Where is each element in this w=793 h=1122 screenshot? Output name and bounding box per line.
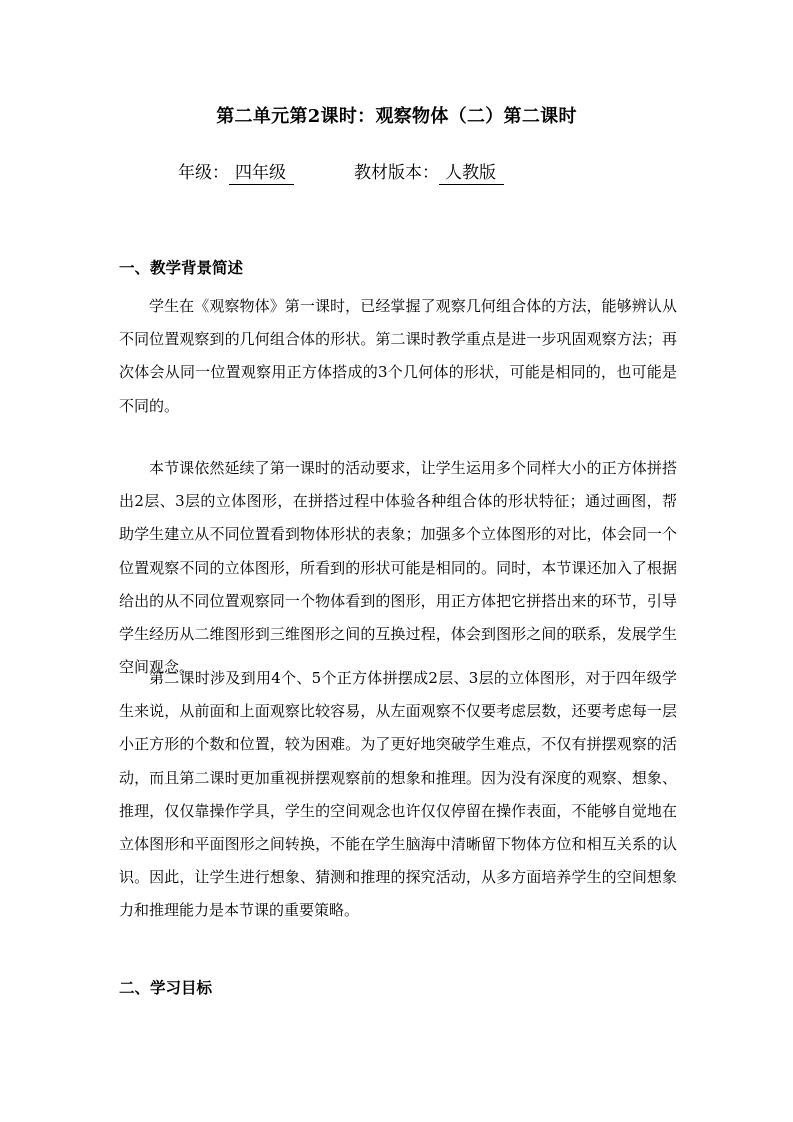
paragraph-3: 第二课时涉及到用4个、5个正方体拼摆成2层、3层的立体图形，对于四年级学生来说，从前面和上面观察比较容易，从左面观察不仅要考虑层数，还要考虑每一层小正方形的个数和位置，较为困难。为了更好地突破学生难点，不仅有拼摆观察的活动，而且第二课时更加重视拼摆观察前的想象和推理。因为没有深度的观察、想象、推理，仅仅靠操作学具，学生的空间观念也许仅仅停留在操作表面，不能够自觉地在立体图形和平面图形之间转换，不能在学生脑海中清晰留下物体方位和相互关系的认识。因此，让学生进行想象、猜测和推理的探究活动，从多方面培养学生的空间想象力和推理能力是本节课的重要策略。	[119, 669, 677, 920]
paragraph-2: 本节课依然延续了第一课时的活动要求，让学生运用多个同样大小的正方体拼搭出2层、3层的立体图形，在拼搭过程中体验各种组合体的形状特征；通过画图，帮助学生建立从不同位置看到物体形状的表象；加强多个立体图形的对比，体会同一个位置观察不同的立体图形，所看到的形状可能是相同的。同时，本节课还加入了根据给出的从不同位置观察同一个物体看到的图形，用正方体把它拼搭出来的环节，引导学生经历从二维图形到三维图形之间的互换过程，体会到图形之间的联系，发展学生空间观念。	[119, 459, 677, 677]
edition-label: 教材版本：	[354, 163, 439, 183]
grade-label: 年级：	[178, 163, 229, 183]
document-title: 第二单元第2课时：观察物体（二）第二课时	[216, 106, 577, 127]
section-heading-objectives: 二、学习目标	[119, 978, 213, 997]
grade-value: 四年级	[229, 162, 294, 185]
document-meta	[178, 160, 504, 186]
section-heading-background: 一、教学背景简述	[119, 258, 244, 277]
paragraph-1: 学生在《观察物体》第一课时，已经掌握了观察几何组合体的方法，能够辨认从不同位置观察到的几何组合体的形状。第二课时教学重点是进一步巩固观察方法；再次体会从同一位置观察用正方体搭成的3个几何体的形状，可能是相同的，也可能是不同的。	[119, 297, 677, 415]
edition-value: 人教版	[439, 162, 504, 185]
